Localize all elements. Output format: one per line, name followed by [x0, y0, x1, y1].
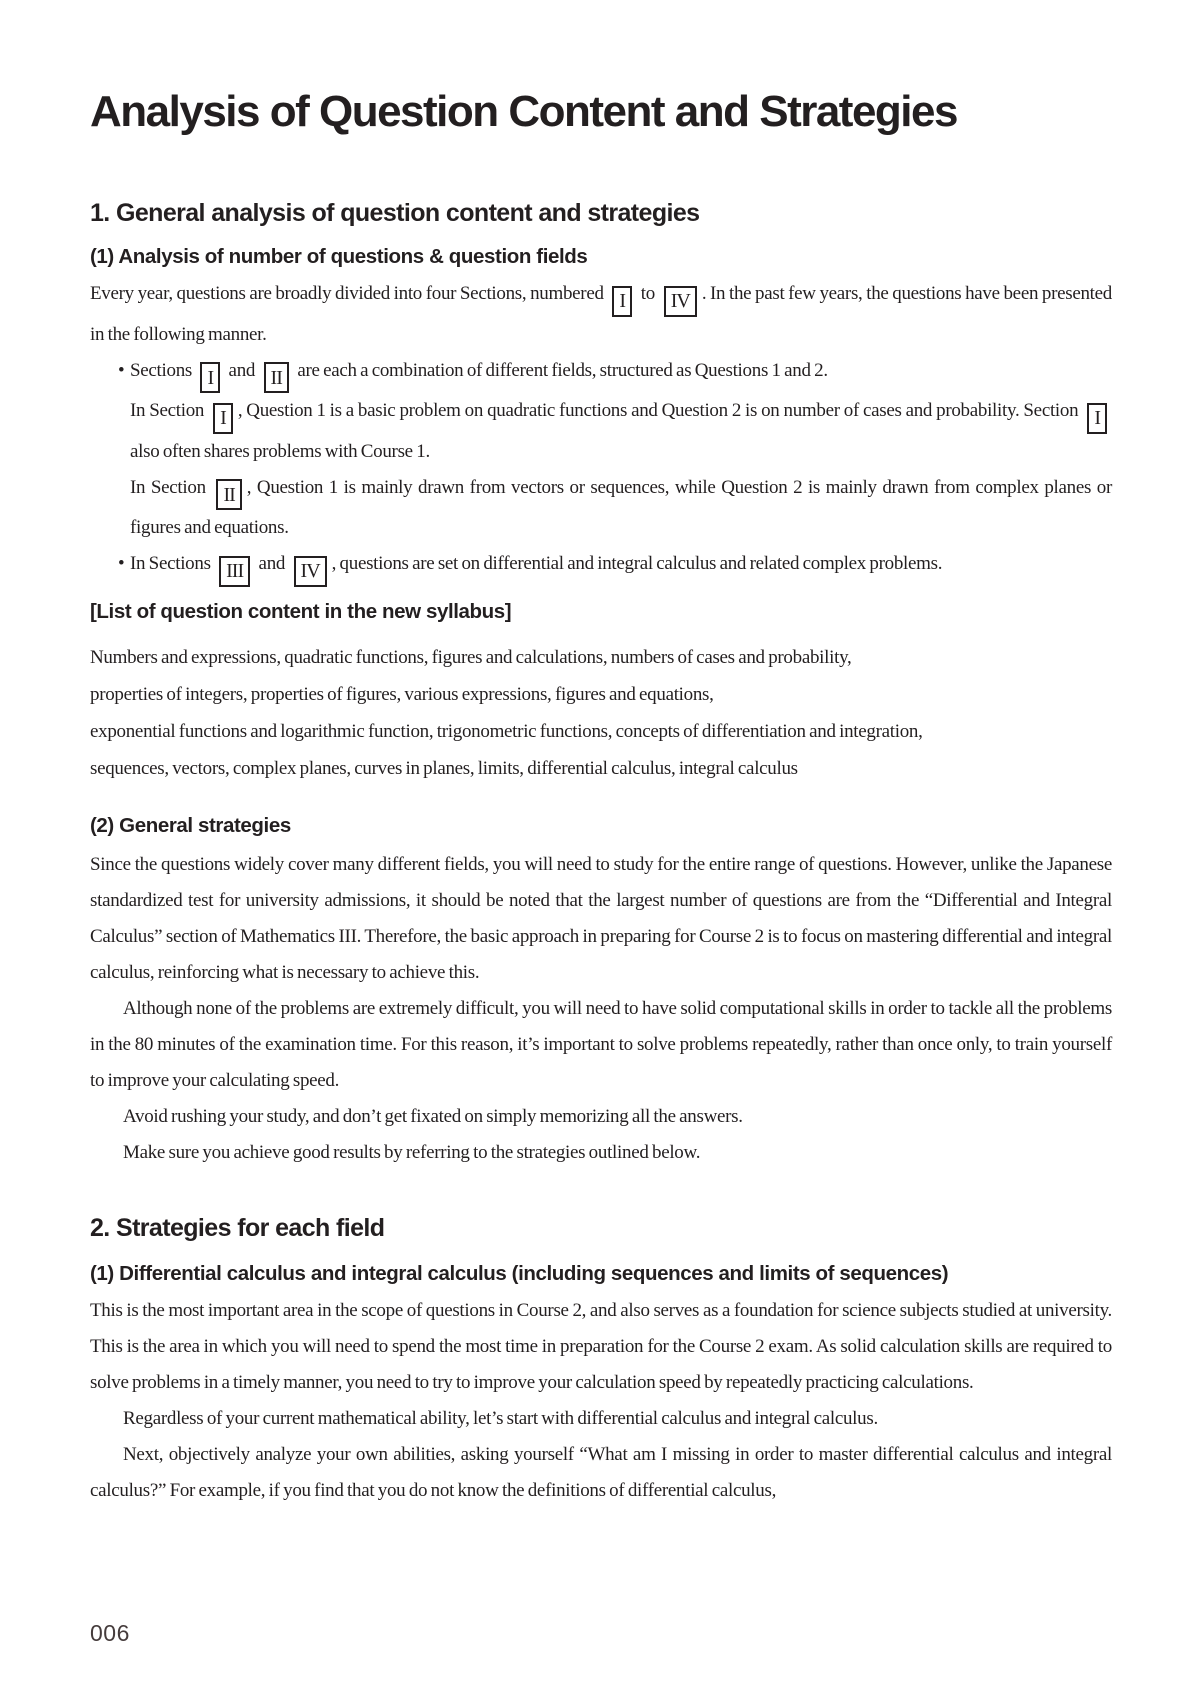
syllabus-list-line: sequences, vectors, complex planes, curves in planes, limits, differential calculus, integral calculus — [90, 757, 798, 779]
bullet-paragraph: In Section I , Question 1 is a basic problem on quadratic functions and Question 2 is on number of cases and probability. Section I also often shares problems with Course 1. — [130, 393, 1112, 470]
section-2-sub-1-heading: (1) Differential calculus and integral calculus (including sequences and limits of sequences) — [90, 1261, 949, 1285]
bullet-paragraph: In Section II , Question 1 is mainly drawn from vectors or sequences, while Question 2 is mainly drawn from complex planes or figures and equations. — [130, 476, 1112, 538]
section-numeral-box: I — [1087, 403, 1107, 434]
page-number: 006 — [90, 1620, 130, 1646]
section-numeral-box: II — [216, 479, 241, 510]
syllabus-list — [90, 639, 1112, 787]
bullet-paragraph: Sections I and II are each a combination of different fields, structured as Questions 1 and 2. — [130, 353, 1112, 394]
syllabus-list-heading: [List of question content in the new syllabus] — [90, 599, 512, 623]
field-strategy-paragraph: Regardless of your current mathematical ability, let’s start with differential calculus and integral calculus. — [123, 1407, 878, 1429]
page-content — [90, 0, 1112, 1509]
syllabus-list-line: Numbers and expressions, quadratic functions, figures and calculations, numbers of cases and probability, — [90, 646, 852, 668]
section-numeral-box: III — [219, 556, 250, 587]
section-numeral-box: II — [264, 362, 289, 393]
section-numeral-box: IV — [294, 556, 327, 587]
strategies-paragraph: Although none of the problems are extremely difficult, you will need to have solid computational skills in order to tackle all the problems in the 80 minutes of the examination time. For this reason, it’s important to solve problems repeatedly, rather than once only, to train yourself to improve your calculating speed. — [90, 997, 1112, 1091]
section-numeral-box: I — [213, 403, 233, 434]
strategies-paragraph: Make sure you achieve good results by referring to the strategies outlined below. — [123, 1141, 701, 1163]
bullet-icon: • — [118, 553, 125, 574]
intro-paragraph: Every year, questions are broadly divided into four Sections, numbered I to IV . In the past few years, the questions have been presented in the following manner. — [90, 283, 1112, 345]
section-numeral-box: I — [200, 362, 220, 393]
field-strategy-paragraph: Next, objectively analyze your own abilities, asking yourself “What am I missing in order to master differential calculus and integral calculus?” For example, if you find that you do not know the definitions of differential calculus, — [90, 1443, 1112, 1501]
bullet-item-sections-1-2 — [90, 353, 1112, 547]
section-1-sub-2-heading: (2) General strategies — [90, 813, 291, 837]
strategies-paragraph: Avoid rushing your study, and don’t get fixated on simply memorizing all the answers. — [123, 1105, 743, 1127]
page-title: Analysis of Question Content and Strategies — [90, 87, 957, 136]
section-numeral-box: I — [612, 286, 632, 317]
section-numeral-box: IV — [664, 286, 697, 317]
strategies-paragraph: Since the questions widely cover many different fields, you will need to study for the entire range of questions. However, unlike the Japanese standardized test for university admissions, it should be noted that the largest number of questions are from the “Differential and Integral Calculus” section of Mathematics III. Therefore, the basic approach in preparing for Course 2 is to focus on mastering differential and integral calculus, reinforcing what is necessary to achieve this. — [90, 853, 1112, 983]
bullet-paragraph: In Sections III and IV , questions are set on differential and integral calculus and related complex problems. — [130, 546, 1112, 587]
section-1-sub-1-heading: (1) Analysis of number of questions & question fields — [90, 245, 588, 268]
syllabus-list-line: properties of integers, properties of figures, various expressions, figures and equations, — [90, 683, 714, 705]
bullet-item-sections-3-4 — [90, 546, 1112, 587]
section-2-heading: 2. Strategies for each field — [90, 1213, 385, 1242]
bullet-icon: • — [118, 359, 125, 381]
syllabus-list-line: exponential functions and logarithmic function, trigonometric functions, concepts of differentiation and integration, — [90, 720, 923, 742]
field-strategy-paragraph: This is the most important area in the scope of questions in Course 2, and also serves as a foundation for science subjects studied at university. This is the area in which you will need to spend the most time in preparation for the Course 2 exam. As solid calculation skills are required to solve problems in a timely manner, you need to try to improve your calculation speed by repeatedly practicing calculations. — [90, 1299, 1112, 1393]
section-1-heading: 1. General analysis of question content and strategies — [90, 199, 700, 227]
